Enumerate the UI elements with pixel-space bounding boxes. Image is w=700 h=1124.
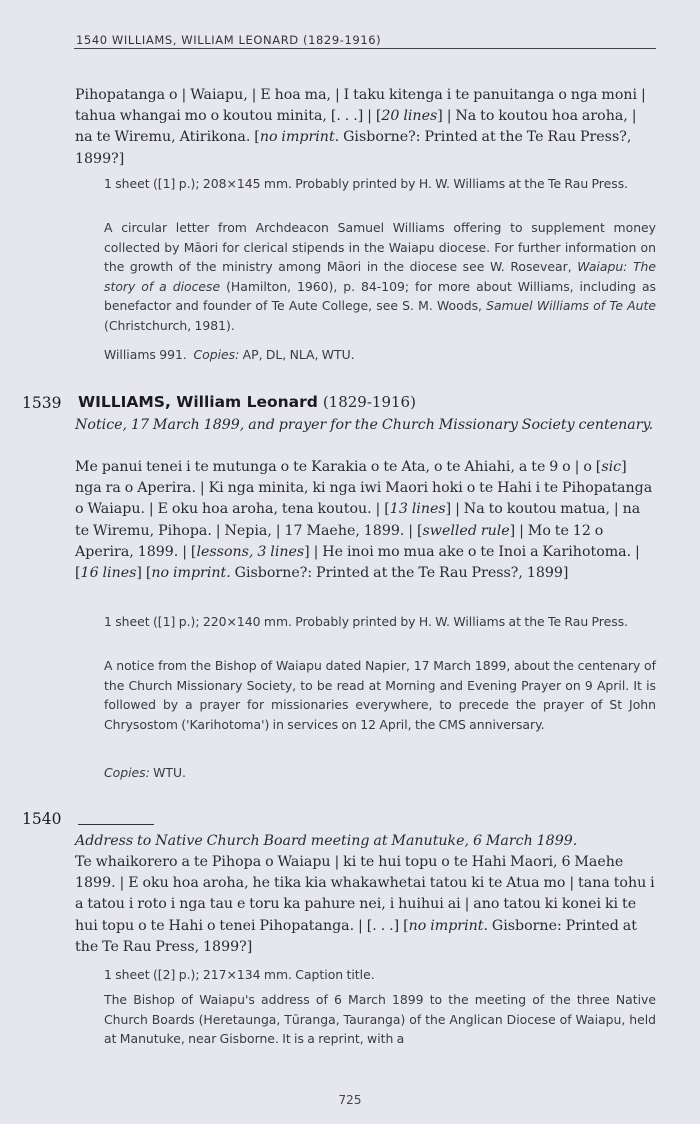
note-text: (Hamilton, 1960), p. 84-109; for more about Williams, including as benefactor and founder of Te Aute College, see S. M. Woods, xyxy=(104,278,656,314)
entry-1539-text xyxy=(75,457,655,584)
transcription: Pihopatanga o | Waiapu, | E hoa ma, | I taku kitenga i te panuitanga o nga moni | tahua whangai mo o koutou minita, [. . .] | [20 lines] | Na to koutou hoa aroha, | na te Wiremu, Atirikona. [no imprint. Gisborne?: Printed at the Te Rau Press?, 1899?] xyxy=(75,87,646,167)
entry-1540-physical: 1 sheet ([2] p.); 217×134 mm. Caption title. xyxy=(104,967,375,982)
copies-list: WTU. xyxy=(153,765,186,780)
entry-1538-text xyxy=(75,85,655,170)
copies-label: Copies: xyxy=(104,765,150,780)
page-number: 725 xyxy=(338,1093,362,1107)
transcription: Te whaikorero a te Pihopa o Waiapu | ki te hui topu o te Hahi Maori, 6 Maehe 1899. | E oku hoa aroha, he tika kia whakawhetai tatou ki te Atua mo | tana tohu i a tatou i roto i nga tau e toru ka pahure nei, i huihui ai | ano tatou ki konei ki te hui topu o te Hahi o tenei Pihopatanga. | [. . .] [no imprint. Gisborne: Printed at the Te Rau Press, 1899?] xyxy=(75,854,655,955)
running-head: 1540 WILLIAMS, WILLIAM LEONARD (1829-1916) xyxy=(76,33,382,47)
entry-number: 1539 xyxy=(22,394,62,412)
cited-title: Waiapu: The story of a diocese xyxy=(104,259,656,294)
header-rule xyxy=(74,48,656,49)
copies-list: AP, DL, NLA, WTU. xyxy=(242,347,355,362)
author-name: WILLIAMS, William Leonard xyxy=(78,393,318,411)
entry-1538-copies xyxy=(104,345,656,365)
entry-number: 1540 xyxy=(22,810,62,828)
entry-1540-text xyxy=(75,852,655,958)
note-text: (Christchurch, 1981). xyxy=(104,317,235,333)
copies-label: Copies: xyxy=(193,347,240,362)
entry-1539-physical: 1 sheet ([1] p.); 220×140 mm. Probably printed by H. W. Williams at the Te Rau Press. xyxy=(104,614,629,629)
transcription: Me panui tenei i te mutunga o te Karakia o te Ata, o te Ahiahi, a te 9 o | o [sic] nga ra o Aperira. | Ki nga minita, ki nga iwi Maori hoki o te Hahi i te Pihopatanga o Waiapu. | E oku hoa aroha, tena koutou. | [13 lines] | Na to koutou matua, | na te Wiremu, Pihopa. | Nepia, | 17 Maehe, 1899. | [swelled rule] | Mo te 12 o Aperira, 1899. | [lessons, 3 lines] | He inoi mo mua ake o te Inoi a Karihotoma. | [16 lines] [no imprint. Gisborne?: Printed at the Te Rau Press?, 1899] xyxy=(75,459,653,582)
author-dates: (1829-1916) xyxy=(322,393,416,411)
entry-1538-physical: 1 sheet ([1] p.); 208×145 mm. Probably printed by H. W. Williams at the Te Rau Press. xyxy=(104,176,629,191)
entry-1538-note xyxy=(104,218,656,336)
note-text: A circular letter from Archdeacon Samuel Williams offering to supplement money collected by Māori for clerical stipends in the Waiapu diocese. For further information on the growth of the ministry among Māori in the diocese see W. Rosevear, xyxy=(104,220,656,275)
entry-1539-note: A notice from the Bishop of Waiapu dated Napier, 17 March 1899, about the centenary of the Church Missionary Society, to be read at Morning and Evening Prayer on 9 April. It is followed by a prayer for missionaries everywhere, to precede the prayer of St John Chrysostom ('Karihotoma') in services on 12 April, the CMS anniversary. xyxy=(104,658,656,732)
reference: Williams 991. xyxy=(104,347,187,362)
entry-1539-title: Notice, 17 March 1899, and prayer for the Church Missionary Society centenary. xyxy=(75,417,654,433)
ditto-rule xyxy=(78,824,154,825)
entry-1539-heading xyxy=(78,393,658,411)
cited-title: Samuel Williams of Te Aute xyxy=(486,298,656,314)
entry-1540-note: The Bishop of Waiapu's address of 6 March 1899 to the meeting of the three Native Church Boards (Heretaunga, Tūranga, Tauranga) of the Anglican Diocese of Waiapu, held at Manutuke, near Gisborne. It is a reprint, with a xyxy=(104,992,656,1047)
entry-1539-copies xyxy=(104,763,656,783)
entry-1540-title: Address to Native Church Board meeting at Manutuke, 6 March 1899. xyxy=(75,833,578,849)
